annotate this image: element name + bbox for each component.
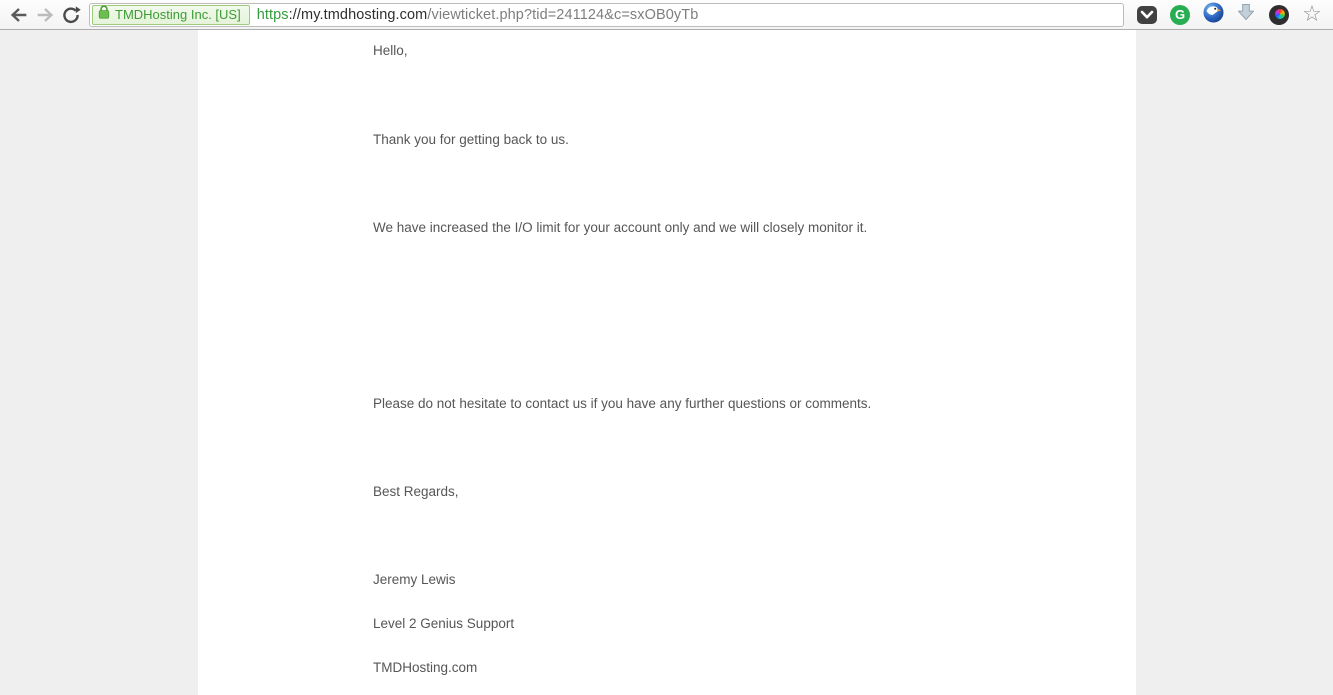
message-line: TMDHosting.com	[373, 660, 478, 675]
bookmark-star-icon: ☆	[1302, 0, 1322, 26]
message-line: Please do not hesitate to contact us if you have any further questions or comments.	[373, 396, 872, 411]
ssl-badge-label: TMDHosting Inc. [US]	[115, 7, 241, 22]
message-line: Best Regards,	[373, 484, 459, 499]
camera-lens-icon	[1269, 5, 1289, 25]
message-line: We have increased the I/O limit for your account only and we will closely monitor it.	[373, 220, 868, 235]
forward-icon	[34, 4, 56, 26]
address-bar[interactable]	[89, 3, 1124, 27]
eagle-downloader-icon	[1203, 2, 1224, 28]
message-line: Thank you for getting back to us.	[373, 132, 569, 147]
message-line: Hello,	[373, 43, 408, 58]
pocket-extension-button[interactable]	[1136, 4, 1158, 26]
browser-viewport	[0, 30, 1333, 695]
url-text[interactable]	[257, 7, 699, 23]
grammarly-extension-button[interactable]	[1169, 4, 1191, 26]
back-button[interactable]	[6, 2, 32, 28]
message-line: Level 2 Genius Support	[373, 616, 515, 631]
grammarly-icon: G	[1170, 5, 1190, 25]
browser-toolbar	[0, 0, 1333, 30]
reload-icon	[60, 4, 82, 26]
message-line: Jeremy Lewis	[373, 572, 456, 587]
eagle-downloader-extension-button[interactable]	[1202, 4, 1224, 26]
extension-area	[1136, 0, 1323, 26]
lock-icon	[98, 5, 110, 24]
bookmark-button[interactable]	[1301, 0, 1323, 26]
download-extension-button[interactable]	[1235, 4, 1257, 26]
download-arrow-icon	[1236, 2, 1256, 27]
reload-button[interactable]	[58, 2, 84, 28]
ticket-content-area	[198, 30, 1136, 695]
screenshot-lens-extension-button[interactable]	[1268, 4, 1290, 26]
ticket-message	[198, 30, 1136, 676]
pocket-icon	[1137, 6, 1157, 24]
forward-button[interactable]	[32, 2, 58, 28]
url-host: ://my.tmdhosting.com	[288, 6, 428, 23]
url-path: /viewticket.php?tid=241124&c=sxOB0yTb	[427, 6, 699, 23]
url-scheme: https	[256, 6, 289, 23]
ssl-badge[interactable]	[92, 5, 250, 25]
back-icon	[8, 4, 30, 26]
